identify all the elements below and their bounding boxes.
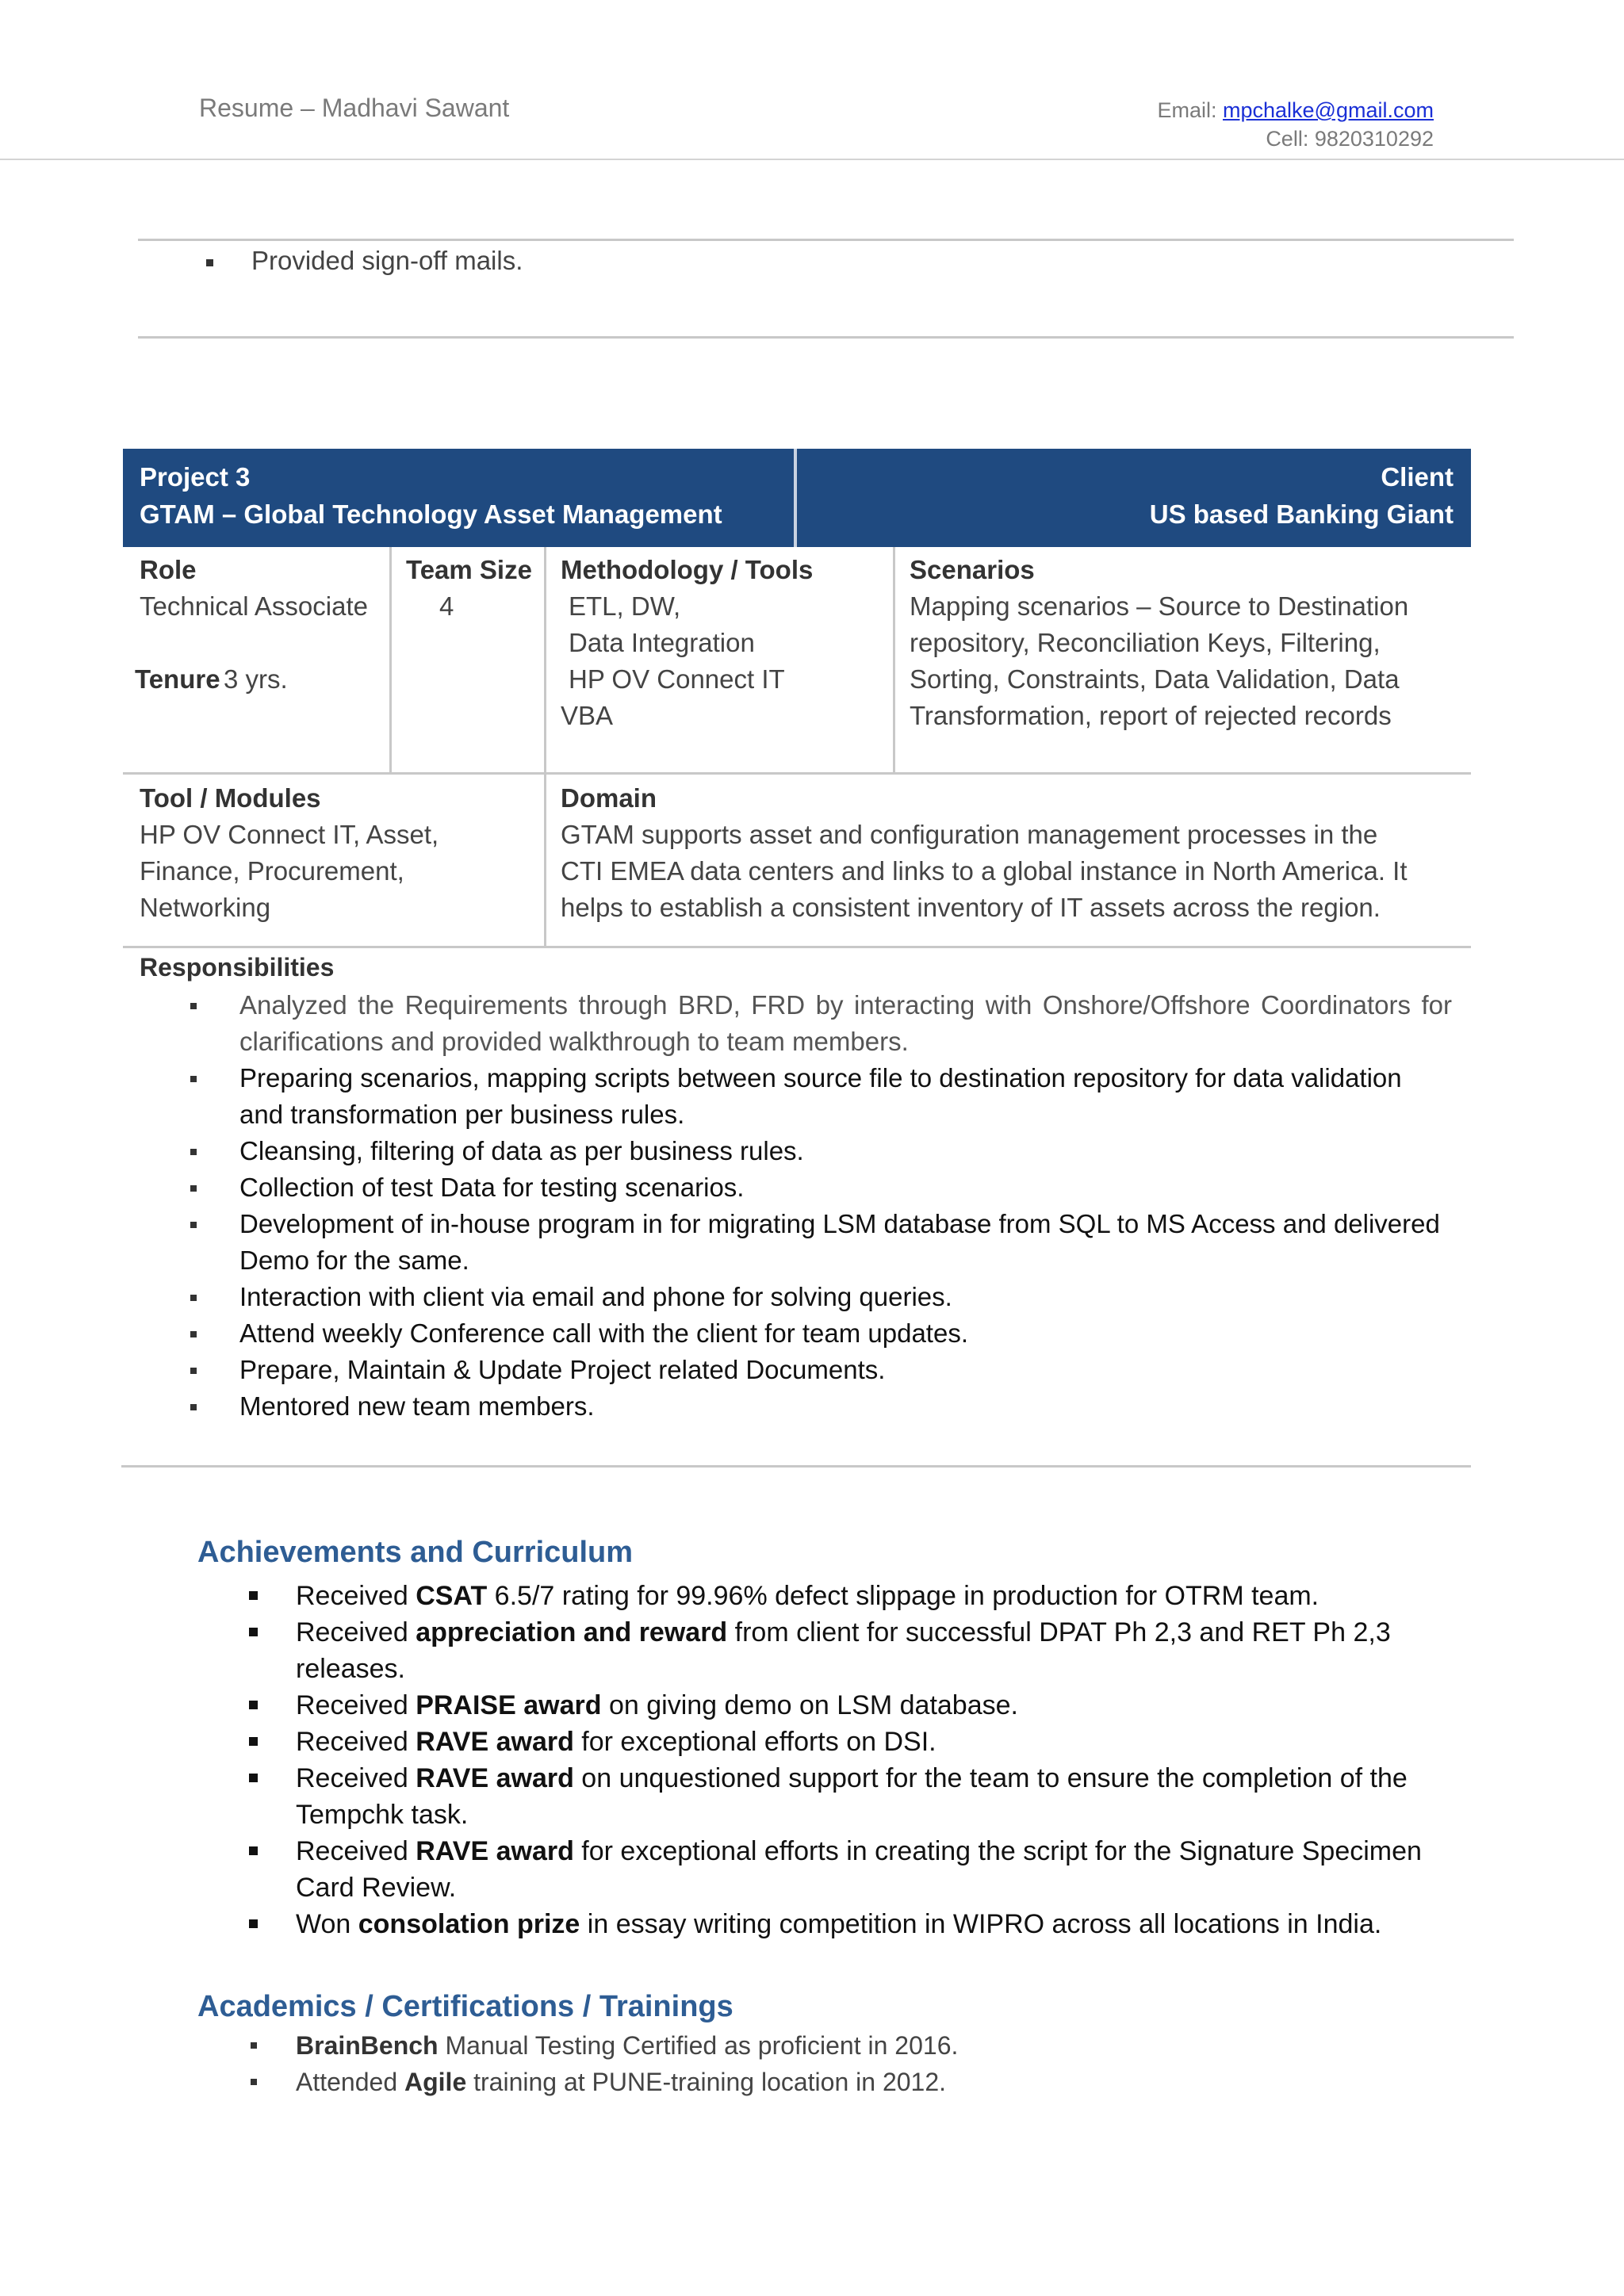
methodology-line: HP OV Connect IT xyxy=(569,664,785,694)
role-heading: Role xyxy=(140,555,197,584)
bullet-icon xyxy=(249,1628,258,1636)
header-cell: Cell: 9820310292 xyxy=(1266,127,1434,151)
list-item xyxy=(246,2027,1471,2064)
tool-modules-line: HP OV Connect IT, Asset, xyxy=(140,820,439,849)
text-segment: 6.5/7 rating for 99.96% defect slippage in production for OTRM team. xyxy=(487,1581,1320,1611)
header-divider xyxy=(0,159,1624,160)
text-emphasis: Agile xyxy=(404,2068,467,2096)
bullet-icon xyxy=(249,1846,258,1855)
text-emphasis: consolation prize xyxy=(358,1909,580,1939)
bullet-icon xyxy=(249,1774,258,1782)
scenarios-line: Mapping scenarios – Source to Destination xyxy=(910,591,1409,621)
list-item xyxy=(246,1906,1471,1942)
methodology-cell xyxy=(561,552,886,734)
scenarios-line: Sorting, Constraints, Data Validation, Data xyxy=(910,664,1400,694)
bullet-icon xyxy=(190,1331,197,1337)
tool-modules-line: Finance, Procurement, xyxy=(140,856,404,886)
project-name xyxy=(140,458,722,533)
header-title: Resume – Madhavi Sawant xyxy=(199,94,510,122)
list-item-text: Prepare, Maintain & Update Project related Documents. xyxy=(239,1355,886,1384)
bullet-icon xyxy=(249,1591,258,1600)
list-item-text: Cleansing, filtering of data as per business rules. xyxy=(239,1136,804,1165)
text-segment: Received xyxy=(296,1690,416,1720)
text-segment: Received xyxy=(296,1836,416,1866)
list-item xyxy=(187,1315,1452,1352)
text-segment: Attended xyxy=(296,2068,404,2096)
grid-line xyxy=(123,772,1471,775)
project-title: GTAM – Global Technology Asset Management xyxy=(140,499,722,529)
text-segment: from client for successful DPAT Ph 2,3 and RET Ph 2,3 releases. xyxy=(296,1617,1391,1684)
list-item xyxy=(246,1833,1471,1906)
team-size-heading: Team Size xyxy=(406,555,532,584)
band-divider xyxy=(794,449,797,547)
tool-modules-line: Networking xyxy=(140,893,271,922)
domain-line: CTI EMEA data centers and links to a global instance in North America. It xyxy=(561,856,1408,886)
list-item xyxy=(187,1060,1452,1133)
list-item xyxy=(246,1724,1471,1760)
list-item-text: Development of in-house program in for migrating LSM database from SQL to MS Access and delivered Demo for the same. xyxy=(239,1209,1440,1275)
text-segment: for exceptional efforts on DSI. xyxy=(573,1727,936,1757)
project-header-band xyxy=(123,449,1471,547)
text-segment: Received xyxy=(296,1617,416,1647)
bullet-icon xyxy=(249,1919,258,1928)
domain-heading: Domain xyxy=(561,783,657,813)
text-segment: Received xyxy=(296,1727,416,1757)
bullet-icon xyxy=(190,1295,197,1301)
domain-line: helps to establish a consistent inventory of IT assets across the region. xyxy=(561,893,1381,922)
academics-list xyxy=(246,2027,1471,2100)
list-item-text: Analyzed the Requirements through BRD, FRD by interacting with Onshore/Offshore Coordinators for clarifications and provided walkthrough to team members. xyxy=(239,990,1452,1056)
scenarios-heading: Scenarios xyxy=(910,555,1035,584)
email-label: Email: xyxy=(1157,98,1223,122)
header-email xyxy=(1157,98,1434,123)
bullet-icon xyxy=(190,1003,197,1009)
project-client xyxy=(1150,458,1454,533)
bullet-icon xyxy=(251,2079,257,2085)
team-size-cell xyxy=(406,552,541,625)
bullet-icon xyxy=(190,1404,197,1410)
list-item xyxy=(246,1760,1471,1833)
list-item xyxy=(246,1578,1471,1614)
bullet-icon xyxy=(190,1149,197,1155)
tenure-cell xyxy=(135,661,377,698)
text-segment: training at PUNE-training location in 2012. xyxy=(466,2068,947,2096)
bullet-icon xyxy=(206,259,213,266)
bullet-icon xyxy=(190,1222,197,1228)
list-item xyxy=(187,1133,1452,1169)
list-item xyxy=(187,1169,1452,1206)
bullet-icon xyxy=(190,1076,197,1082)
list-item xyxy=(187,1206,1452,1279)
tool-modules-heading: Tool / Modules xyxy=(140,783,321,813)
grid-line xyxy=(893,547,895,773)
list-item xyxy=(246,2064,1471,2100)
bullet-icon xyxy=(249,1701,258,1709)
tenure-value: 3 yrs. xyxy=(224,664,288,694)
list-item xyxy=(187,1279,1452,1315)
text-emphasis: BrainBench xyxy=(296,2031,439,2060)
client-label: Client xyxy=(1381,462,1454,492)
tenure-heading: Tenure xyxy=(135,664,220,694)
bullet-icon xyxy=(249,1737,258,1746)
list-item-text: Provided sign-off mails. xyxy=(251,246,523,275)
text-emphasis: RAVE award xyxy=(416,1763,574,1793)
list-item xyxy=(206,246,523,276)
scenarios-line: Transformation, report of rejected records xyxy=(910,701,1392,730)
text-segment: on giving demo on LSM database. xyxy=(601,1690,1018,1720)
scenarios-line: repository, Reconciliation Keys, Filtering, xyxy=(910,628,1381,657)
list-item xyxy=(246,1614,1471,1687)
text-emphasis: CSAT xyxy=(416,1581,488,1611)
bullet-icon xyxy=(251,2042,257,2049)
bullet-icon xyxy=(190,1368,197,1374)
divider xyxy=(121,1465,1471,1468)
bullet-icon xyxy=(190,1185,197,1192)
list-item-text: Preparing scenarios, mapping scripts between source file to destination repository for data validation and transformation per business rules. xyxy=(239,1063,1402,1129)
grid-line xyxy=(123,946,1471,948)
grid-line xyxy=(544,547,546,947)
text-emphasis: RAVE award xyxy=(416,1727,574,1757)
tool-modules-cell xyxy=(140,780,540,926)
team-size-value: 4 xyxy=(439,591,454,621)
text-segment: Received xyxy=(296,1581,416,1611)
text-segment: on unquestioned support for the team to ensure the completion of the Tempchk task. xyxy=(296,1763,1408,1830)
role-value: Technical Associate xyxy=(140,591,368,621)
scenarios-cell xyxy=(910,552,1465,734)
client-name: US based Banking Giant xyxy=(1149,499,1454,529)
list-item xyxy=(246,1687,1471,1724)
list-item-text: Mentored new team members. xyxy=(239,1391,595,1421)
achievements-heading: Achievements and Curriculum xyxy=(197,1536,634,1569)
list-item-text: Collection of test Data for testing scenarios. xyxy=(239,1173,745,1202)
text-emphasis: RAVE award xyxy=(416,1836,574,1866)
grid-line xyxy=(389,547,392,773)
text-segment: for exceptional efforts in creating the script for the Signature Specimen Card Review. xyxy=(296,1836,1422,1903)
methodology-line: ETL, DW, xyxy=(569,591,681,621)
methodology-line: VBA xyxy=(561,701,614,730)
list-item-text: Interaction with client via email and phone for solving queries. xyxy=(239,1282,952,1311)
text-emphasis: PRAISE award xyxy=(416,1690,602,1720)
text-segment: Manual Testing Certified as proficient in 2016. xyxy=(438,2031,959,2060)
responsibilities-list xyxy=(187,987,1452,1425)
domain-line: GTAM supports asset and configuration management processes in the xyxy=(561,820,1378,849)
text-segment: Won xyxy=(296,1909,358,1939)
role-cell xyxy=(140,552,381,625)
list-item-text: Attend weekly Conference call with the client for team updates. xyxy=(239,1318,968,1348)
achievements-list xyxy=(246,1578,1471,1942)
responsibilities-heading: Responsibilities xyxy=(140,953,335,982)
text-segment: Received xyxy=(296,1763,416,1793)
methodology-line: Data Integration xyxy=(569,628,755,657)
project-label: Project 3 xyxy=(140,462,251,492)
methodology-heading: Methodology / Tools xyxy=(561,555,814,584)
email-link[interactable]: mpchalke@gmail.com xyxy=(1223,98,1434,122)
list-item xyxy=(187,987,1452,1060)
domain-cell xyxy=(561,780,1465,926)
academics-heading: Academics / Certifications / Trainings xyxy=(197,1990,733,2023)
text-emphasis: appreciation and reward xyxy=(416,1617,728,1647)
divider xyxy=(138,239,1514,241)
text-segment: in essay writing competition in WIPRO across all locations in India. xyxy=(580,1909,1382,1939)
list-item xyxy=(187,1352,1452,1388)
list-item xyxy=(187,1388,1452,1425)
divider xyxy=(138,336,1514,339)
